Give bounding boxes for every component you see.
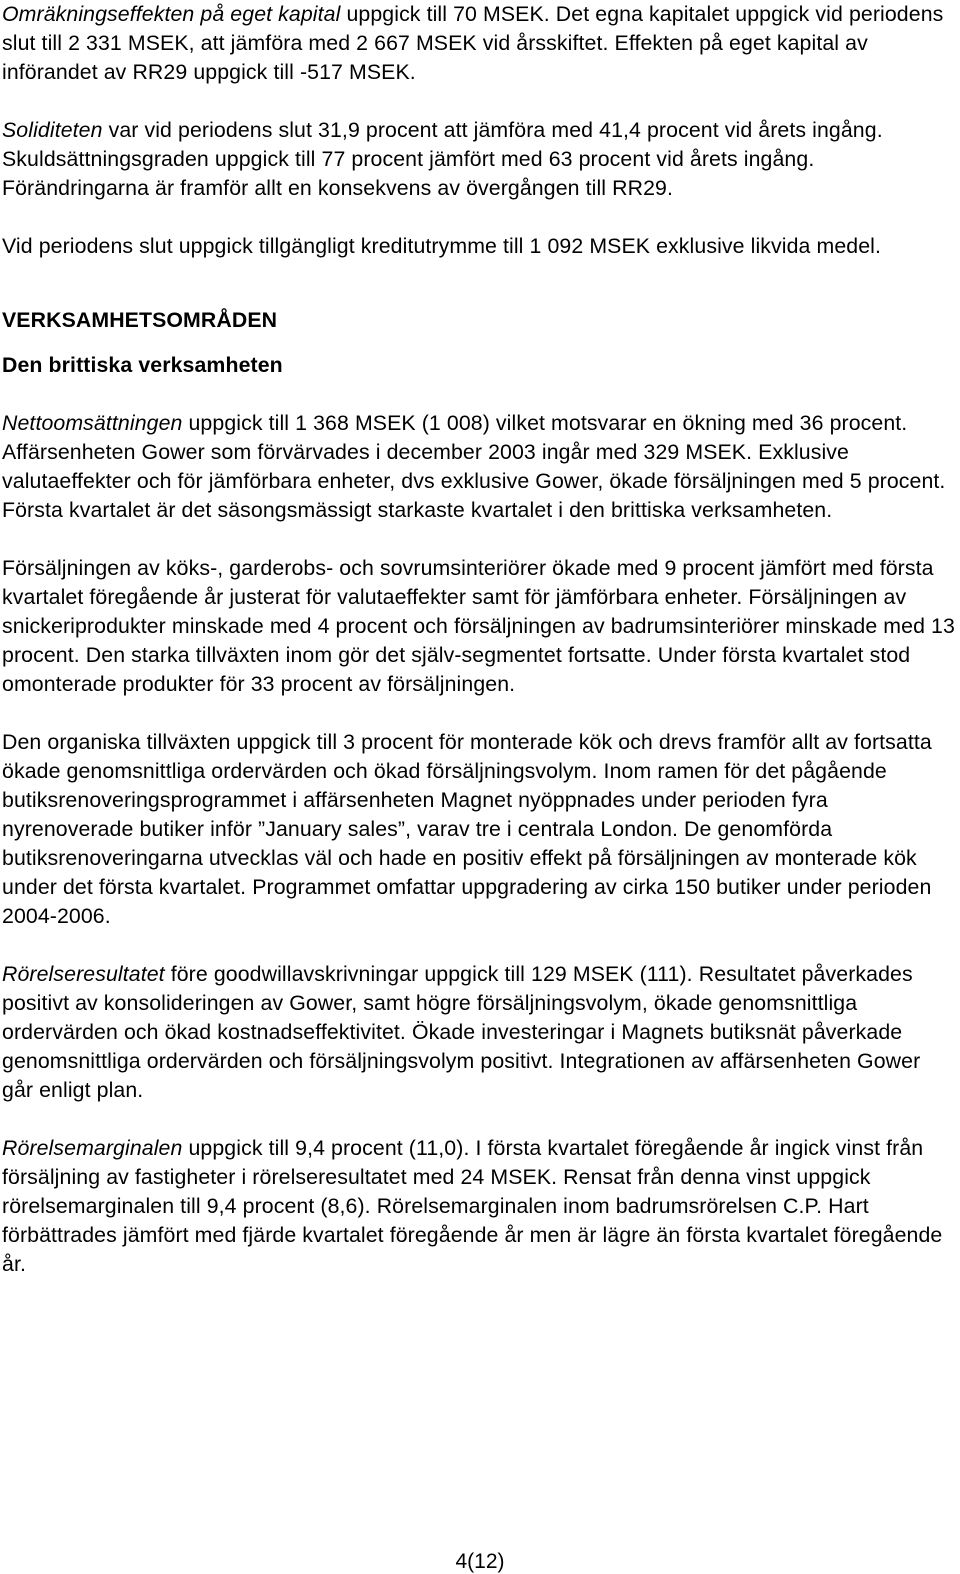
document-page — [2, 0, 957, 1279]
subsection-heading: Den brittiska verksamheten — [2, 353, 283, 377]
paragraph-credit-facility: Vid periodens slut uppgick tillgängligt kreditutrymme till 1 092 MSEK exklusive likvida medel. — [2, 234, 882, 258]
paragraph-equity-effect: Omräkningseffekten på eget kapital uppgick till 70 MSEK. Det egna kapitalet uppgick vid periodens slut till 2 331 MSEK, att jämföra med 2 667 MSEK vid årsskiftet. Effekten på eget kapital av införandet av RR29 uppgick till -517 MSEK. — [2, 2, 944, 84]
page-number: 4(12) — [455, 1550, 505, 1573]
term-translation-effect: Omräkningseffekten på eget kapital — [2, 2, 341, 26]
paragraph-organic-growth: Den organiska tillväxten uppgick till 3 procent för monterade kök och drevs framför allt av fortsatta ökade genomsnittliga ordervärden och ökad försäljningsvolym. Inom ramen för det pågående butiksrenoveringsprogrammet i affärsenheten Magnet nyöppnades under perioden fyra nyrenoverade butiker inför ”January sales”, varav tre i centrala London. De genomförda butiksrenoveringarna utvecklas väl och hade en positiv effekt på försäljningen av monterade kök under det första kvartalet. Programmet omfattar uppgradering av cirka 150 butiker under perioden 2004-2006. — [2, 730, 932, 928]
term-net-sales: Nettoomsättningen — [2, 411, 183, 435]
paragraph-operating-margin: Rörelsemarginalen uppgick till 9,4 procent (11,0). I första kvartalet föregående år ingick vinst från försäljning av fastigheter i rörelseresultatet med 24 MSEK. Rensat från denna vinst uppgick rörelsemarginalen till 9,4 procent (8,6). Rörelsemarginalen inom badrumsrörelsen C.P. Hart förbättrades jämfört med fjärde kvartalet föregående år men är lägre än första kvartalet föregående år. — [2, 1136, 943, 1276]
paragraph-solvency: Soliditeten var vid periodens slut 31,9 procent att jämföra med 41,4 procent vid årets ingång. Skuldsättningsgraden uppgick till 77 procent jämfört med 63 procent vid årets ingång. Förändringarna är framför allt en konsekvens av övergången till RR29. — [2, 118, 883, 200]
paragraph-net-sales: Nettoomsättningen uppgick till 1 368 MSEK (1 008) vilket motsvarar en ökning med 36 procent. Affärsenheten Gower som förvärvades i december 2003 ingår med 329 MSEK. Exklusive valutaeffekter och för jämförbara enheter, dvs exklusive Gower, ökade försäljningen med 5 procent. Första kvartalet är det säsongsmässigt starkaste kvartalet i den brittiska verksamheten. — [2, 411, 946, 522]
section-heading: VERKSAMHETSOMRÅDEN — [2, 308, 278, 332]
term-solvency: Soliditeten — [2, 118, 103, 142]
paragraph-sales-segments: Försäljningen av köks-, garderobs- och sovrumsinteriörer ökade med 9 procent jämfört med första kvartalet föregående år justerat för valutaeffekter samt för jämförbara enheter. Försäljningen av snickeriprodukter minskade med 4 procent och försäljningen av badrumsinteriörer minskade med 13 procent. Den starka tillväxten inom gör det själv-segmentet fortsatte. Under första kvartalet stod omonterade produkter för 33 procent av försäljningen. — [2, 556, 955, 696]
term-operating-margin: Rörelsemarginalen — [2, 1136, 183, 1160]
paragraph-operating-result: Rörelseresultatet före goodwillavskrivningar uppgick till 129 MSEK (111). Resultatet påverkades positivt av konsolideringen av Gower, samt högre försäljningsvolym, ökade genomsnittliga ordervärden och ökad kostnadseffektivitet. Ökade investeringar i Magnets butiksnät påverkade genomsnittliga ordervärden och försäljningsvolym positivt. Integrationen av affärsenheten Gower går enligt plan. — [2, 962, 921, 1102]
term-operating-result: Rörelseresultatet — [2, 962, 165, 986]
